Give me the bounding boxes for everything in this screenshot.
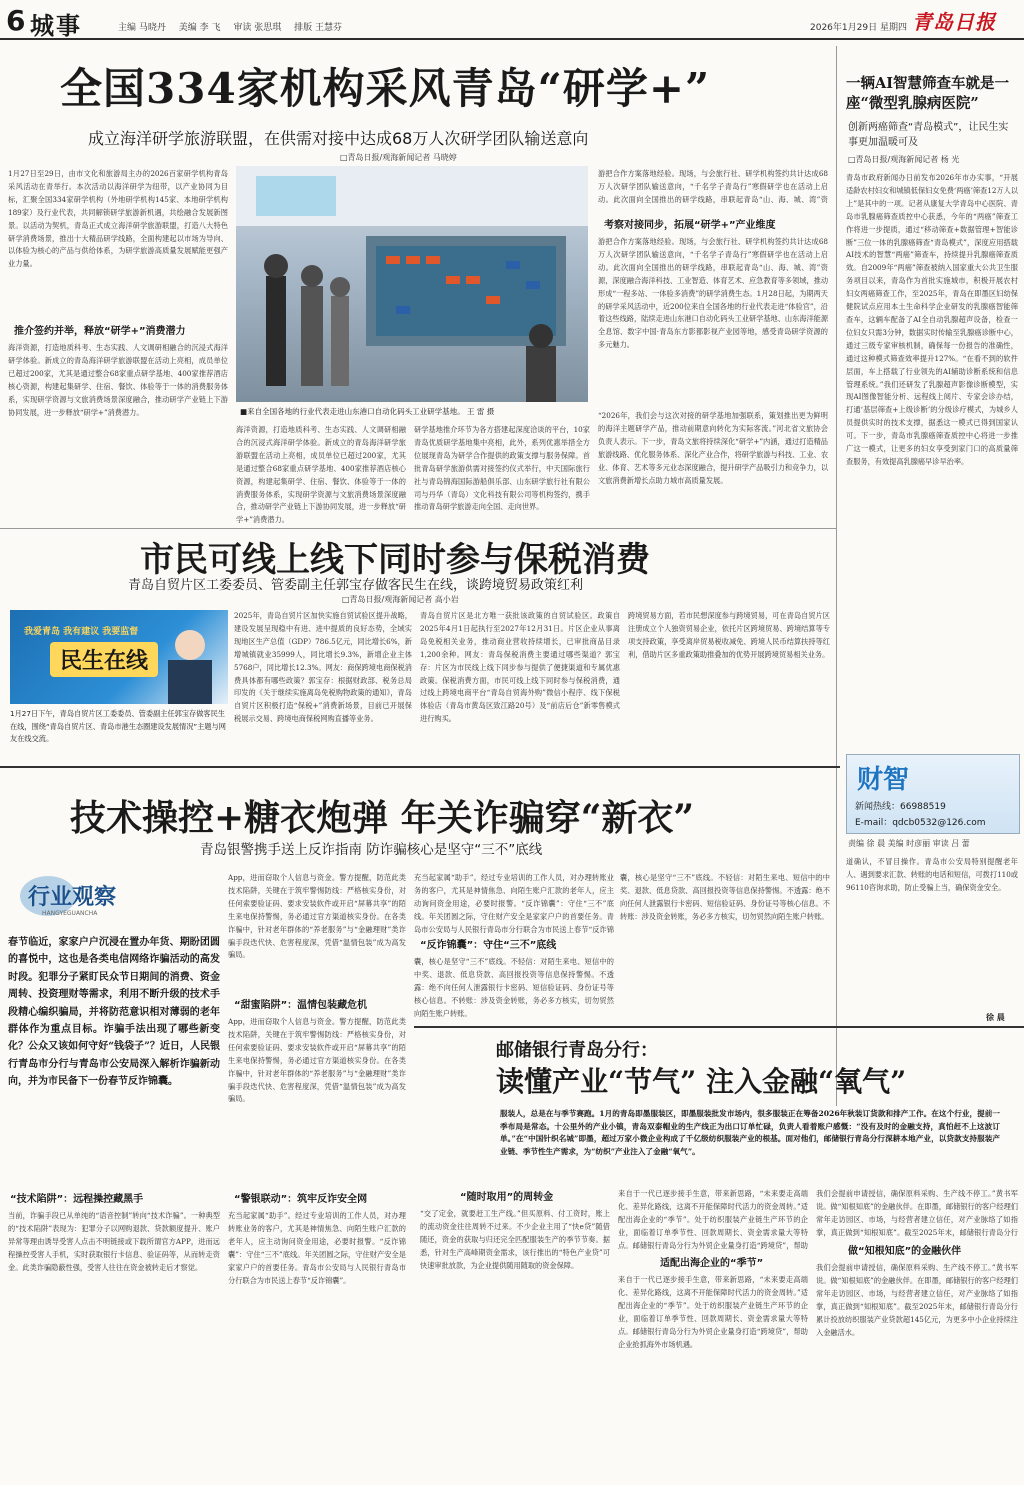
story2-banner-photo: [10, 610, 228, 704]
sidebar1-byline: □青岛日报/观海新闻记者 杨 光: [848, 155, 960, 164]
story4-lead: 服装人，总是在与季节赛跑。1月的青岛即墨服装区，即墨服装批发市场内，很多服装正在筹备2026年秋装订货款和排产工作。在这个行业，提前一季布局是常态。十公里外的产业小镇，青岛双泰帽业的生产线正为出口订单忙碌，负责人看着账户感慨：“没有及时的金融支持，真怕赶不上这波订单。”在“中国针织名城”即墨，超过万家小微企业构成了千亿级纺织服装产业的根基。面对他们，邮储银行青岛分行深耕本地产业，以贷款支持服装产业链、季节性生产需求，为“纺织”产业注入了金融“氧气”。: [500, 1109, 1000, 1156]
story3-col3: 充当起家属“助手”。经过专业培训的工作人员，对办理转账业务的客户，尤其是神情焦急、向陌生账户汇款的老年人，应主动询问资金用途，必要时报警。“反诈锦囊”：守住“三不”底线。年关团圆之际，守住财产安全是家家户户的首要任务。青岛市公安局与人民银行青岛市分行联合为市民送上春节“反诈锦: [414, 873, 614, 934]
story4-col3: 我们会提前申请授信，确保原料采购、生产线不停工。”黄书军说。做“知根知底”的金融伙伴。在即墨，邮储银行的客户经理们常年走访园区、市场，与经营者建立信任，对产业脉络了如指掌，真正做到“知根知底”。截至2025年末，邮储银行青岛分行累计投放纺织服装产业贷款超145亿元，为更多中小企业持续注入金融活水。: [816, 1263, 1018, 1337]
story1-col5: “2026年，我们会与这次对接的研学基地加强联系，策划推出更为鲜明的海洋主题研学产品，推动前期意向转化为实际客流。”河北省文旅协会负责人表示。下一步，青岛文旅将持续深化“研学+”内涵，通过打造精品旅游线路、优化服务体系、深化产业合作，将研学旅游与科技、工业、农业、体育、艺术等多元业态深度融合，提升研学产品吸引力和竞争力，以文旅消费新增长点助力城市高质量发展。: [598, 411, 828, 485]
story2-col2: 青岛自贸片区是北方唯一获批该政策的自贸试验区。政策自2025年4月1日起执行至2027年12月31日。片区企业从事离岛免税相关业务，推动商业营收持续增长，已审批商品目录1,200余种。网友：青岛保税消费主要通过哪些渠道？郭宝存：片区为市民线上线下同步参与提供了便捷渠道和专属优惠政策。保税消费方面，市民可线上线下同时参与保税消费，通过线上跨境电商平台“青岛自贸海外购”微信小程序、线下保税体验店（青岛市黄岛区致江路20号）及“前店后仓”新零售模式进行购买。: [420, 611, 620, 724]
story1-photo: [236, 166, 588, 402]
finance-phone: 新闻热线：66988519: [855, 802, 946, 812]
story1-byline: □青岛日报/观海新闻记者 马晓婷: [340, 153, 457, 162]
story3-col4: 囊，核心是坚守“三不”底线。不轻信：对陌生来电、短信中的中奖、退款、低息贷款、高回报投资等信息保持警惕。不透露：绝不向任何人泄露银行卡密码、短信验证码、身份证号等核心信息。不转账：涉及资金转账，务必多方核实，切勿贸然向陌生账户转账。: [620, 873, 830, 921]
page-number: 6: [6, 4, 26, 37]
story1-col1b: 海洋资源，打造地质科考、生态实践、人文调研相融合的沉浸式海洋研学体验。新成立的青岛海洋研学旅游联盟在活动上亮相，成员单位已超过200家，尤其是通过整合68家重点研学基地、400家推荐酒店核心资源，构建起集研学、住宿、餐饮、体验等于一体的消费服务体系，实现研学资源与文旅消费场景深度融合，推动研学产业链上下游协同发展，进一步释放“研学+”消费潜力。: [8, 343, 228, 417]
story1-col1: 1月27日至29日，由市文化和旅游局主办的2026百家研学机构青岛采风活动在青举行。本次活动以海洋研学为纽带，以产业协同为目标，汇聚全国334家研学机构（外地研学机构145家、本地研学机构189家）及行业代表，共同解锁研学旅游新机遇，共绘融合发展新图景。以活动为契机，青岛正式成立海洋研学旅游联盟，打造八大特色研学消费场景，推出十大精品研学线路，全面构建起以市场为导向、以体验为核心的产品与供给体系，为研学旅游高质量发展赋能更强产业力量。: [8, 169, 228, 269]
section-name: 城事: [30, 11, 82, 40]
credit-proofreader: 审读 张思琪: [233, 23, 282, 33]
credit-layout: 排版 王慧芬: [294, 23, 342, 33]
banner-slogan: 我爱青岛 我有建议 我要监督: [24, 627, 139, 637]
story3-col2b: App，进而窃取个人信息与资金。警方提醒，防范此类技术陷阱，关键在于筑牢警惕防线：严格核实身份，对任何索要验证码、要求安装软件或开启“屏幕共享”的陌生来电保持警惕，务必通过官方渠道核实身份。在各类诈骗中，针对老年群体的“养老服务”与“金融理财”类诈骗手段迭代快、危害程度深，凭借“温情包装”成为高发骗局。: [228, 1017, 406, 1104]
story2-col1: 2025年，青岛自贸片区加快实施自贸试验区提升战略，建设发展呈现稳中有进、进中提质的良好态势，全域实现地区生产总值（GDP）786.5亿元，同比增长6%，新增城镇就业35999人，同比增长9.3%，新增企业主体5768户，同比增长12.3%。网友：商保跨境电商保税消费具体都有哪些政策？郭宝存：根据财政部、税务总局印发的《关于继续实施离岛免税购物政策的通知》，青岛自贸片区积极打造“保税+”消费新场景，目前已开展保税展示交易、跨境电商保税网购直播等业务。: [234, 611, 412, 724]
column-logo-text: 行业观察: [28, 884, 117, 910]
story4-col2: 来自于一代已逐步接手生意，带来新思路，“未来要走高端化、差异化路线，这离不开能保障时代活力的资金周转。”适配出海企业的“季节”。处于纺织服装产业链生产环节的企业，面临着订单季节性、回款周期长、资金需求量大等特点。邮储银行青岛分行为外贸企业量身打造“跨境贷”，帮助企业抢抓海外市场机遇。: [618, 1275, 808, 1349]
divider: [0, 528, 836, 529]
story4-subhead-1: “随时取用”的周转金: [460, 1192, 554, 1203]
story1-col4a: 游把合作方案落地经验。现场，与会旅行社、研学机构签约共计达成68万人次研学团队输送意向，“千名学子青岛行”寒假研学也在活动上启动。此次面向全国推出的研学线路，串联起青岛“山、海、城、湾”资: [598, 169, 828, 204]
story3-lead: 春节临近，家家户户沉浸在置办年货、期盼团圆的喜悦中，这也是各类电信网络诈骗活动的高发时段。犯罪分子紧盯民众节日期间的消费、资金周转、投资理财等需求，利用不断升级的技术手段精心编织骗局，并将防范意识相对薄弱的老年群体作为重点目标。诈骗手法出现了哪些新变化？公众又该如何守好“钱袋子”？近日，人民银行青岛市分行与青岛市公安局深入解析诈骗新动向，并为市民备下一份春节反诈锦囊。: [8, 937, 220, 1088]
story3-col2: App，进而窃取个人信息与资金。警方提醒，防范此类技术陷阱，关键在于筑牢警惕防线：严格核实身份，对任何索要验证码、要求安装软件或开启“屏幕共享”的陌生来电保持警惕，务必通过官方渠道核实身份。在各类诈骗中，针对老年群体的“养老服务”与“金融理财”类诈骗手段迭代快、危害程度深，凭借“温情包装”成为高发骗局。: [228, 873, 406, 960]
story3-subhead-4: “反诈锦囊”：守住“三不”底线: [420, 940, 557, 951]
banner-title: 民生在线: [50, 642, 158, 677]
story2-col3: 跨境贸易方面，若市民想深度参与跨境贸易，可在青岛自贸片区注册成立个人独资贸易企业，依托片区跨境贸易、跨境结算等专项支持政策，享受离岸贸易税收减免、跨境人民币结算扶持等红利，借助片区多重政策助推叠加的优势开展跨境贸易相关业务。: [628, 611, 830, 659]
finance-email: E-mail：qdcb0532@126.com: [855, 818, 986, 828]
story3-author: 徐 晨: [986, 1013, 1005, 1022]
story4-col3a: 我们会提前申请授信，确保原料采购、生产线不停工。”黄书军说。做“知根知底”的金融伙伴。在即墨，邮储银行的客户经理们常年走访园区、市场，与经营者建立信任，对产业脉络了如指掌，真正做到“知根知底”。截至2025年末，邮储银行青岛分行: [816, 1189, 1018, 1237]
story4-kicker: 邮储银行青岛分行：: [496, 1040, 658, 1061]
story1-col4: 游把合作方案落地经验。现场，与会旅行社、研学机构签约共计达成68万人次研学团队输送意向，“千名学子青岛行”寒假研学也在活动上启动。此次面向全国推出的研学线路，串联起青岛“山、海、城、湾”资源，深度融合海洋科技、工业智造、体育艺术、应急教育等多领域，推动形成“一程多站、一体验多消费”的研学消费生态。1月28日起，为期两天的研学采风活动中，近200位来自全国各地的行业代表走进“体验官”，沿着这些线路，陆续走进山东港口自动化码头工业研学基地、山东海洋能源全息馆、数字中国·青岛东方影都影视产业园等地，感受青岛研学资源的多元魅力。: [598, 237, 828, 350]
story4-subhead-2: 适配出海企业的“季节”: [660, 1258, 764, 1269]
story3-headline: 技术操控+糖衣炮弹 年关诈骗穿“新衣”: [70, 797, 695, 839]
story3-col3b: 囊，核心是坚守“三不”底线。不轻信：对陌生来电、短信中的中奖、退款、低息贷款、高回报投资等信息保持警惕。不透露：绝不向任何人泄露银行卡密码、短信验证码、身份证号等核心信息。不转账：涉及资金转账，务必多方核实，切勿贸然向陌生账户转账。: [414, 957, 614, 1018]
story3-col5: 道确认，不冒目操作。青岛市公安局特别提醒老年人、遇到要求汇款、转账的电话和短信，可拨打110或96110咨询求助，防止受骗上当，确保资金安全。: [846, 857, 1018, 892]
story3-col1: 当前，诈骗手段已从单纯的“语音控制”转向“技术诈骗”。一种典型的“技术陷阱”表现为：犯罪分子以网购退款、贷款额度提升、账户异常等理由诱导受害人点击不明链接或下载所谓官方APP，进而远程操控受害人手机，实时获取银行卡信息、验证码等，从而转走资金。此类诈骗隐蔽性强，受害人往往在资金被转走后才察觉。: [8, 1211, 220, 1272]
column-logo: [20, 872, 120, 924]
story1-photo-caption: ■来自全国各地的行业代表走进山东港口自动化码头工业研学基地。 王 雷 摄: [240, 407, 495, 416]
finance-section-box: [846, 754, 1020, 834]
finance-title: 财智: [857, 765, 910, 795]
story4-headline: 读懂产业“节气” 注入金融“氧气”: [496, 1065, 907, 1098]
story2-deck: 青岛自贸片区工委委员、管委副主任郭宝存做客民生在线，谈跨境贸易政策红利: [128, 578, 584, 593]
credit-editor: 主编 马晓丹: [118, 23, 166, 33]
sidebar1-deck: 创新两癌筛查“青岛模式”，让民生实事更加温暖可及: [848, 122, 1009, 148]
sidebar1-body: 青岛市政府新闻办日前发布2026年市办实事，“开展适龄农村妇女和城镇低保妇女免费‘两癌’筛查12万人以上”是其中的一项。记者从康复大学青岛中心医院、青岛市乳腺癌筛查质控中心获悉，今年的“两癌”筛查工作将进一步提质，通过“移动筛查+数据管理+智能诊断”三位一体的乳腺癌筛查“青岛模式”，深度应用搭载AI技术的智慧“两癌”筛查车，持续提升乳腺癌筛查质效。自2009年“两癌”筛查被纳入国家重大公共卫生服务项目以来，青岛作为首批实施城市，积极开展农村妇女两癌筛查工作，至2025年，青岛在即墨区妇幼保健院试点应用本土生命科学企业研发的乳腺癌智能筛查车，这辆车配备了AI全自动乳腺超声设备，检查一位妇女只需3分钟，数据实时传输至乳腺癌诊断中心，通过三级专家审核机制，确保每一份报告的准确性，通过这种模式筛查效率提升127%。“在看不到的软件层面，车上搭载了行业领先的AI辅助诊断系统和信息管理系统。”我们还研发了乳腺超声影像诊断模型，实现AI图像智能分析、远程线上阅片、专家会诊办结，打通‘基层筛查+上级诊断’的分级诊疗模式，为城乡人员提供实时的技术支撑，据悉这一模式已得到国家认可。下一步，青岛市乳腺癌筛查质控中心将进一步推广这一模式，让更多的妇女享受到家门口的高质量筛查服务，有效提高乳腺癌早诊早治率。: [846, 173, 1018, 466]
story2-headline: 市民可线上线下同时参与保税消费: [140, 540, 650, 580]
story3-subhead-1: “技术陷阱”：远程操控藏黑手: [10, 1194, 144, 1205]
port-model-photo: [236, 166, 588, 402]
column-divider: [836, 46, 837, 1106]
issue-date: 2026年1月29日 星期四: [810, 23, 907, 33]
story3-subhead-3: “警银联动”：筑牢反诈安全网: [234, 1194, 368, 1205]
story2-byline: □青岛日报/观海新闻记者 高小岩: [342, 595, 459, 604]
column-logo-en: HANGYEGUANCHA: [42, 910, 98, 917]
credit-designer: 美编 李 飞: [178, 23, 221, 33]
story3-deck: 青岛银警携手送上反诈指南 防诈骗核心是坚守“三不”底线: [200, 842, 543, 858]
guest-portrait: [175, 630, 205, 660]
story1-subhead-1: 推介签约并举，释放“研学+”消费潜力: [14, 326, 186, 337]
story3-subhead-2: “甜蜜陷阱”：温情包装藏危机: [234, 1000, 368, 1011]
divider: [0, 766, 840, 768]
story1-subhead-2: 考察对接同步，拓展“研学+”产业维度: [604, 220, 776, 231]
masthead: [0, 0, 1024, 40]
editor-credits: [118, 20, 352, 33]
story2-photo-caption: 1月27日下午，青岛自贸片区工委委员、管委副主任郭宝存做客民生在线，围绕“青岛自贸片区、青岛市港生态圈建设发展情况”主题与网友在线交流。: [10, 709, 226, 743]
story1-deck: 成立海洋研学旅游联盟，在供需对接中达成68万人次研学团队输送意向: [88, 129, 589, 148]
guest-suit: [168, 660, 212, 704]
story4-subhead-3: 做“知根知底”的金融伙伴: [848, 1246, 962, 1257]
finance-credits: 责编 徐 晨 美编 时彦丽 审读 吕 蕾: [848, 839, 970, 848]
story4-col2a: 来自于一代已逐步接手生意，带来新思路，“未来要走高端化、差异化路线，这离不开能保障时代活力的资金周转。”适配出海企业的“季节”。处于纺织服装产业链生产环节的企业，面临着订单季节性、回款周期长、资金需求量大等特点。邮储银行青岛分行为外贸企业量身打造“跨境贷”，帮助: [618, 1189, 808, 1250]
story3-col2c: 充当起家属“助手”。经过专业培训的工作人员，对办理转账业务的客户，尤其是神情焦急、向陌生账户汇款的老年人，应主动询问资金用途，必要时报警。“反诈锦囊”：守住“三不”底线。年关团圆之际，守住财产安全是家家户户的首要任务。青岛市公安局与人民银行青岛市分行联合为市民送上春节“反诈锦囊”。: [228, 1211, 406, 1285]
story1-col2: 海洋资源，打造地质科考、生态实践、人文调研相融合的沉浸式海洋研学体验。新成立的青岛海洋研学旅游联盟在活动上亮相，成员单位已超过200家，尤其是通过整合68家重点研学基地、400家推荐酒店核心资源，构建起集研学、住宿、餐饮、体验等于一体的消费服务体系，实现研学资源与文旅消费场景深度融合，推动研学产业链上下游协同发展，进一步释放“研学+”消费潜力。: [236, 425, 406, 524]
newspaper-logo: 青岛日报: [912, 10, 996, 34]
sidebar1-headline: 一辆AI智慧筛查车就是一座“微型乳腺病医院”: [846, 75, 1010, 112]
story4-col1: “交了定金，就要赶工生产线。”但买原料、付工资时，账上的流动资金往往周转不过来。不少企业主用了“快e贷”随借随还，资金的获取与归还完全匹配服装生产的季节节奏。据悉，针对生产高峰期资金需求，该行推出的“特色产业贷”可快速审批放款，为企业提供随用随取的资金保障。: [420, 1209, 610, 1270]
story1-headline: 全国334家机构采风青岛“研学+”: [60, 64, 711, 113]
story1-col3: 研学基地推介环节为各方搭建起深度洽谈的平台，10家青岛优质研学基地集中亮相，此外，系列优惠举措全方位展现青岛为研学合作提供的政策支撑与服务保障。首批青岛研学旅游供需对接签约仪式举行，中天国际旅行社与青岛锦海国际游船俱乐部、山东研学旅行社有限公司与丹华（青岛）文化科技有限公司等机构签约，携手推动青岛研学旅游走向全国、走向世界。: [414, 425, 590, 512]
